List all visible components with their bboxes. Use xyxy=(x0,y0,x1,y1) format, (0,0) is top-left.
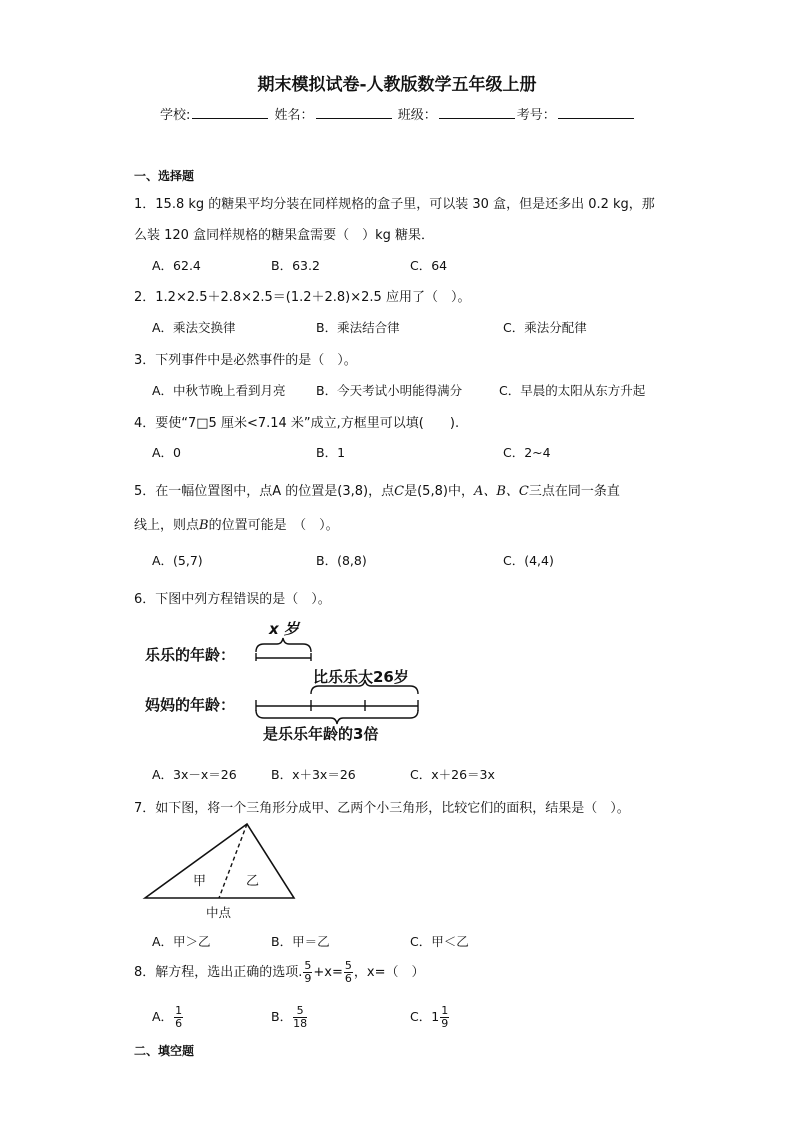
question-5-line-1 xyxy=(134,480,620,499)
triangle-label-yi: 乙 xyxy=(246,874,260,889)
q8-frac2-den: 6 xyxy=(344,972,352,985)
question-7: 7．如下图，将一个三角形分成甲、乙两个小三角形，比较它们的面积，结果是（ ）。 xyxy=(134,801,630,816)
question-6: 6．下图中列方程错误的是（ ）。 xyxy=(134,592,331,607)
q8-option-c-fraction xyxy=(440,1005,449,1030)
q5-point-b: B xyxy=(199,518,209,533)
q6-option-a[interactable]: A．3x－x＝26 xyxy=(152,767,237,782)
section-heading-choice: 一、选择题 xyxy=(134,169,195,183)
student-info-line xyxy=(160,104,636,123)
q3-option-c[interactable]: C．早晨的太阳从东方升起 xyxy=(499,383,646,398)
q6-option-b[interactable]: B．x＋3x＝26 xyxy=(271,767,356,782)
q5-option-b[interactable]: B．(8,8) xyxy=(316,553,367,568)
id-label: 考号： xyxy=(516,108,556,123)
school-label: 学校: xyxy=(160,108,191,123)
q3-option-b[interactable]: B．今天考试小明能得满分 xyxy=(316,383,463,398)
q8-text-a: 8．解方程，选出正确的选项. xyxy=(134,965,303,980)
question-2: 2．1.2×2.5＋2.8×2.5＝(1.2＋2.8)×2.5 应用了（ ）。 xyxy=(134,290,471,305)
q8-option-c-label: C． xyxy=(410,1009,432,1024)
q8-b-num: 5 xyxy=(293,1005,307,1018)
q5-text-a: 5．在一幅位置图中，点A 的位置是 xyxy=(134,484,338,499)
q8-c-den: 9 xyxy=(441,1017,449,1030)
q5-text-e: 三点在同一条直 xyxy=(528,484,620,499)
q8-c-whole: 1 xyxy=(431,1009,440,1024)
q1-option-b[interactable]: B．63.2 xyxy=(271,258,320,273)
q3-option-a[interactable]: A．中秋节晚上看到月亮 xyxy=(152,383,286,398)
q4-option-b[interactable]: B．1 xyxy=(316,445,346,460)
section-heading-fill-blank: 二、填空题 xyxy=(134,1044,195,1058)
q5-text-c: 是 xyxy=(404,484,418,499)
q7-option-b[interactable]: B．甲＝乙 xyxy=(271,934,330,949)
q7-option-a[interactable]: A．甲＞乙 xyxy=(152,934,211,949)
id-blank[interactable] xyxy=(558,107,634,119)
q5-text-g: 的位置可能是 （ ）。 xyxy=(208,518,339,533)
q8-frac1-num: 5 xyxy=(304,959,312,972)
class-label: 班级： xyxy=(397,108,437,123)
fig-x-years-label: x 岁 xyxy=(269,620,299,638)
q5-points-abc: A、B、C xyxy=(473,484,529,499)
question-1-line-1: 1．15.8 kg 的糖果平均分装在同样规格的盒子里，可以装 30 盒，但是还多出 0.2 kg，那 xyxy=(134,197,655,212)
q8-c-num: 1 xyxy=(441,1004,449,1017)
q5-text-b: ，点 xyxy=(368,484,395,499)
q2-option-b[interactable]: B．乘法结合律 xyxy=(316,320,400,335)
q1-option-a[interactable]: A．62.4 xyxy=(152,258,201,273)
q5-option-c[interactable]: C．(4,4) xyxy=(503,553,554,568)
q8-fraction-2 xyxy=(344,960,353,985)
school-blank[interactable] xyxy=(192,107,268,119)
name-blank[interactable] xyxy=(316,107,392,119)
q4-option-c[interactable]: C．2~4 xyxy=(503,445,551,460)
question-5-line-2 xyxy=(134,514,339,533)
q8-option-a[interactable] xyxy=(152,1005,184,1030)
q8-a-num: 1 xyxy=(175,1004,183,1017)
question-4: 4．要使“7□5 厘米<7.14 米”成立,方框里可以填( ). xyxy=(134,416,460,431)
q8-plus-x: +x= xyxy=(313,965,343,980)
triangle-figure xyxy=(140,820,300,905)
q8-option-b[interactable] xyxy=(271,1005,308,1030)
q8-option-b-label: B． xyxy=(271,1009,293,1024)
q8-option-b-fraction xyxy=(293,1005,307,1030)
q2-option-c[interactable]: C．乘法分配律 xyxy=(503,320,587,335)
q4-option-a[interactable]: A．0 xyxy=(152,445,182,460)
q6-option-c[interactable]: C．x＋26＝3x xyxy=(410,767,495,782)
q8-option-a-label: A． xyxy=(152,1009,174,1024)
question-1-line-2: 么装 120 盒同样规格的糖果盒需要（ ）kg 糖果． xyxy=(134,228,434,243)
q8-b-den: 18 xyxy=(293,1017,308,1030)
q5-text-d: 中， xyxy=(447,484,474,499)
q8-option-c[interactable] xyxy=(410,1005,450,1030)
q1-option-c[interactable]: C．64 xyxy=(410,258,448,273)
q8-frac2-num: 5 xyxy=(344,959,352,972)
q2-option-a[interactable]: A．乘法交换律 xyxy=(152,320,236,335)
q7-option-c[interactable]: C．甲＜乙 xyxy=(410,934,469,949)
question-3: 3．下列事件中是必然事件的是（ ）。 xyxy=(134,353,357,368)
fig-three-times-label: 是乐乐年龄的3倍 xyxy=(263,725,379,743)
triangle-label-jia: 甲 xyxy=(193,874,207,889)
q5-coord-a: (3,8) xyxy=(337,484,369,499)
class-blank[interactable] xyxy=(439,107,515,119)
fig-bigger-26-label: 比乐乐大26岁 xyxy=(313,668,409,686)
name-label: 姓名： xyxy=(274,108,314,123)
question-8 xyxy=(134,960,424,985)
q5-coord-c: (5,8) xyxy=(417,484,448,499)
q8-option-a-fraction xyxy=(174,1005,183,1030)
q5-text-f: 线上，则点 xyxy=(134,518,200,533)
fig-lele-age-label: 乐乐的年龄： xyxy=(145,646,236,664)
q8-fraction-1 xyxy=(303,960,312,985)
q5-point-c: C xyxy=(394,484,405,499)
q8-frac1-den: 9 xyxy=(304,972,312,985)
fig-mama-age-label: 妈妈的年龄： xyxy=(145,696,236,714)
triangle-midpoint-label: 中点 xyxy=(206,905,232,920)
q8-a-den: 6 xyxy=(175,1017,183,1030)
q8-text-b: ，x=（ ） xyxy=(353,965,425,980)
age-bar-lines xyxy=(145,618,435,748)
q5-option-a[interactable]: A．(5,7) xyxy=(152,553,203,568)
age-bar-diagram xyxy=(145,618,435,748)
page-title: 期末模拟试卷-人教版数学五年级上册 xyxy=(257,75,537,95)
